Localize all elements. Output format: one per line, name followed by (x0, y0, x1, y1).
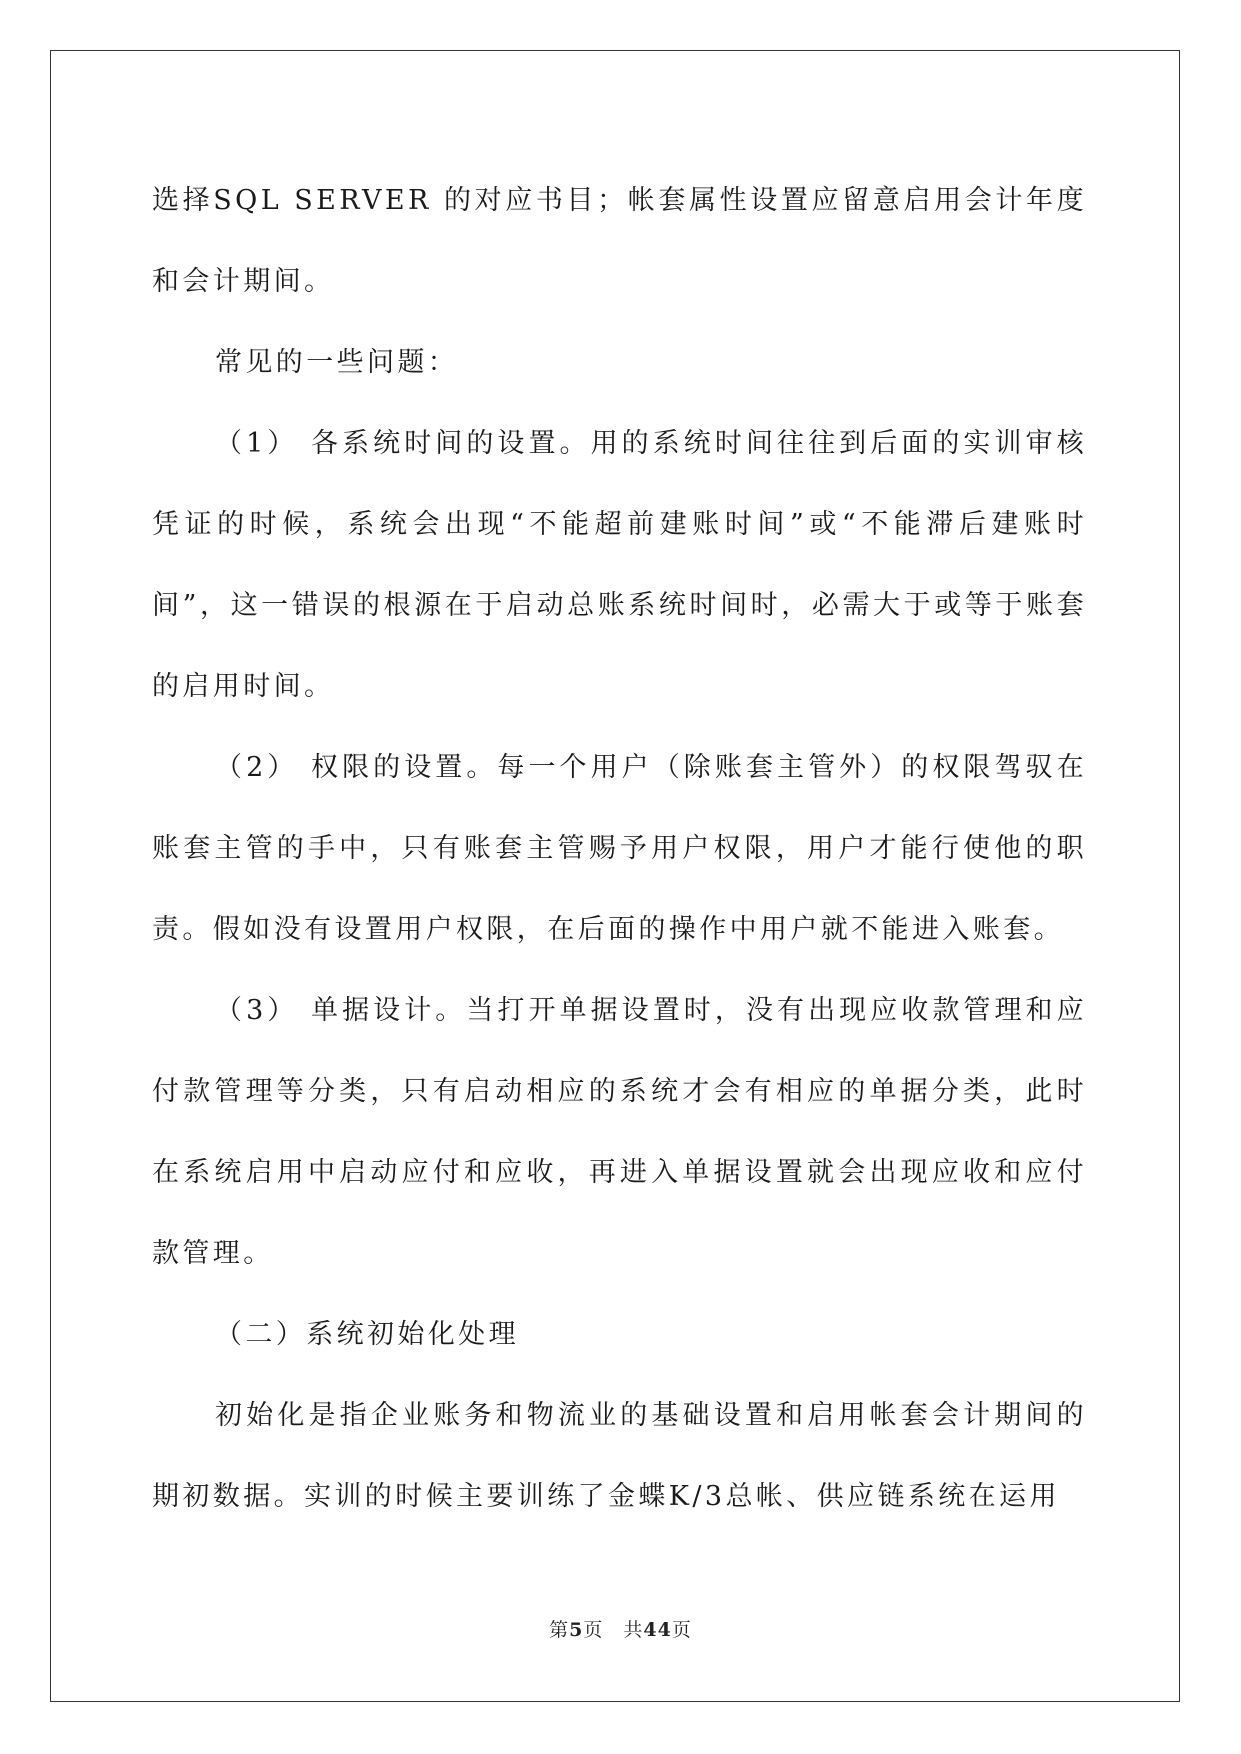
total-pages: 44 (643, 1619, 672, 1641)
paragraph-2: 常见的一些问题： (215, 347, 459, 378)
paragraph-4: （2） 权限的设置。每一个用户（除账套主管外）的权限驾驭在账套主管的手中，只有账套主管赐予用户权限，用户才能行使他的职责。假如没有设置用户权限，在后面的操作中用户就不能进入账套。 (152, 752, 1087, 945)
total-suffix: 页 (671, 1619, 692, 1641)
paragraph-7: 初始化是指企业账务和物流业的基础设置和启用帐套会计期间的期初数据。实训的时候主要训练了金蝶K/3总帐、供应链系统在运用 (152, 1400, 1087, 1512)
paragraph-3: （1） 各系统时间的设置。用的系统时间往往到后面的实训审核凭证的时候，系统会出现“不能超前建账时间”或“不能滞后建账时间”，这一错误的根源在于启动总账系统时间时，必需大于或等于账套的启用时间。 (152, 428, 1087, 702)
total-prefix: 共 (623, 1619, 644, 1641)
paragraph-5: （3） 单据设计。当打开单据设置时，没有出现应收款管理和应付款管理等分类，只有启动相应的系统才会有相应的单据分类，此时在系统启用中启动应付和应收，再进入单据设置就会出现应收和应付款管理。 (152, 995, 1087, 1269)
page-number: 5 (569, 1619, 584, 1641)
paragraph-1: 选择SQL SERVER 的对应书目；帐套属性设置应留意启用会计年度和会计期间。 (152, 185, 1087, 297)
page-prefix: 第 (549, 1619, 570, 1641)
section-heading: （二）系统初始化处理 (215, 1319, 519, 1350)
page-footer (0, 1615, 1241, 1642)
page-suffix: 页 (583, 1619, 604, 1641)
document-body (152, 160, 1087, 1537)
